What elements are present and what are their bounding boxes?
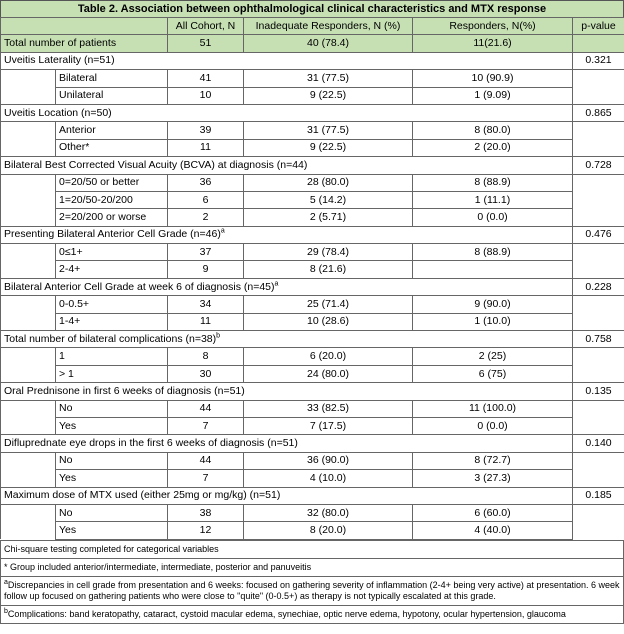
responders-value: 9 (90.0) bbox=[413, 296, 573, 313]
all-cohort-value: 36 bbox=[168, 174, 244, 191]
section-label bbox=[1, 383, 573, 400]
footnote-marker: b bbox=[4, 607, 8, 615]
all-cohort-value: 30 bbox=[168, 365, 244, 382]
footnote bbox=[1, 576, 624, 605]
table-row bbox=[1, 87, 624, 104]
table-row bbox=[1, 522, 624, 539]
p-value-blank bbox=[573, 470, 624, 487]
row-label: 2=20/200 or worse bbox=[56, 209, 168, 226]
indent-cell bbox=[1, 417, 56, 434]
p-value-blank bbox=[573, 70, 624, 87]
section-row bbox=[1, 435, 624, 452]
p-value: 0.185 bbox=[573, 487, 624, 504]
p-value-blank bbox=[573, 261, 624, 278]
responders-value: 11 (100.0) bbox=[413, 400, 573, 417]
footnote-marker: a bbox=[274, 280, 279, 288]
section-label-text: Uveitis Location (n=50) bbox=[4, 106, 112, 119]
footnote-row bbox=[1, 605, 624, 623]
table-row bbox=[1, 470, 624, 487]
table-row bbox=[1, 209, 624, 226]
p-value-blank bbox=[573, 139, 624, 156]
row-label: 1-4+ bbox=[56, 313, 168, 330]
section-row bbox=[1, 331, 624, 348]
table-row bbox=[1, 400, 624, 417]
total-responders: 11(21.6) bbox=[413, 35, 573, 52]
responders-value: 1 (10.0) bbox=[413, 313, 573, 330]
results-table bbox=[0, 17, 624, 540]
footnote-text: * Group included anterior/intermediate, intermediate, posterior and panuveitis bbox=[4, 561, 312, 572]
all-cohort-value: 41 bbox=[168, 70, 244, 87]
p-value-blank bbox=[573, 122, 624, 139]
section-row bbox=[1, 226, 624, 243]
indent-cell bbox=[1, 452, 56, 469]
inadequate-value: 31 (77.5) bbox=[244, 122, 413, 139]
row-label: 0=20/50 or better bbox=[56, 174, 168, 191]
p-value-blank bbox=[573, 313, 624, 330]
row-label: Anterior bbox=[56, 122, 168, 139]
header-label bbox=[1, 18, 168, 35]
inadequate-value: 7 (17.5) bbox=[244, 417, 413, 434]
header-responders: Responders, N(%) bbox=[413, 18, 573, 35]
table-row bbox=[1, 122, 624, 139]
responders-value: 0 (0.0) bbox=[413, 417, 573, 434]
footnote-marker: a bbox=[4, 578, 8, 586]
footnote-marker: a bbox=[220, 227, 225, 235]
section-label-text: Bilateral Anterior Cell Grade at week 6 of diagnosis (n=45) bbox=[4, 280, 275, 293]
all-cohort-value: 6 bbox=[168, 191, 244, 208]
section-label bbox=[1, 226, 573, 243]
p-value-blank bbox=[573, 365, 624, 382]
row-label: 0-0.5+ bbox=[56, 296, 168, 313]
table-row bbox=[1, 174, 624, 191]
total-label: Total number of patients bbox=[1, 35, 168, 52]
section-row bbox=[1, 278, 624, 295]
section-label-text: Total number of bilateral complications (n=38) bbox=[4, 332, 217, 345]
section-label-text: Bilateral Best Corrected Visual Acuity (BCVA) at diagnosis (n=44) bbox=[4, 158, 308, 171]
all-cohort-value: 11 bbox=[168, 139, 244, 156]
section-label-text: Maximum dose of MTX used (either 25mg or mg/kg) (n=51) bbox=[4, 489, 281, 502]
section-label bbox=[1, 435, 573, 452]
p-value: 0.476 bbox=[573, 226, 624, 243]
inadequate-value: 4 (10.0) bbox=[244, 470, 413, 487]
header-p-value: p-value bbox=[573, 18, 624, 35]
p-value-blank bbox=[573, 296, 624, 313]
header-all-cohort: All Cohort, N bbox=[168, 18, 244, 35]
all-cohort-value: 11 bbox=[168, 313, 244, 330]
row-label: 1=20/50-20/200 bbox=[56, 191, 168, 208]
row-label: Unilateral bbox=[56, 87, 168, 104]
responders-value: 1 (9.09) bbox=[413, 87, 573, 104]
footnote bbox=[1, 540, 624, 558]
responders-value: 2 (20.0) bbox=[413, 139, 573, 156]
inadequate-value: 24 (80.0) bbox=[244, 365, 413, 382]
all-cohort-value: 37 bbox=[168, 244, 244, 261]
inadequate-value: 5 (14.2) bbox=[244, 191, 413, 208]
indent-cell bbox=[1, 296, 56, 313]
inadequate-value: 33 (82.5) bbox=[244, 400, 413, 417]
inadequate-value: 32 (80.0) bbox=[244, 504, 413, 521]
table-row bbox=[1, 365, 624, 382]
p-value: 0.140 bbox=[573, 435, 624, 452]
indent-cell bbox=[1, 87, 56, 104]
section-label bbox=[1, 52, 573, 69]
responders-value: 1 (11.1) bbox=[413, 191, 573, 208]
footnote-marker: b bbox=[216, 332, 221, 340]
table-row bbox=[1, 348, 624, 365]
indent-cell bbox=[1, 70, 56, 87]
section-label-text: Presenting Bilateral Anterior Cell Grade (n=46) bbox=[4, 228, 221, 241]
p-value: 0.865 bbox=[573, 104, 624, 121]
inadequate-value: 8 (20.0) bbox=[244, 522, 413, 539]
row-label: No bbox=[56, 400, 168, 417]
p-value-blank bbox=[573, 417, 624, 434]
row-label: Yes bbox=[56, 417, 168, 434]
inadequate-value: 25 (71.4) bbox=[244, 296, 413, 313]
p-value: 0.228 bbox=[573, 278, 624, 295]
responders-value bbox=[413, 261, 573, 278]
table-row bbox=[1, 504, 624, 521]
indent-cell bbox=[1, 139, 56, 156]
section-row bbox=[1, 487, 624, 504]
all-cohort-value: 34 bbox=[168, 296, 244, 313]
table-row bbox=[1, 296, 624, 313]
total-pvalue bbox=[573, 35, 624, 52]
table-row bbox=[1, 452, 624, 469]
table-row bbox=[1, 261, 624, 278]
responders-value: 6 (60.0) bbox=[413, 504, 573, 521]
responders-value: 4 (40.0) bbox=[413, 522, 573, 539]
section-label-text: Uveitis Laterality (n=51) bbox=[4, 54, 115, 67]
section-label bbox=[1, 487, 573, 504]
section-label bbox=[1, 278, 573, 295]
indent-cell bbox=[1, 174, 56, 191]
total-all: 51 bbox=[168, 35, 244, 52]
inadequate-value: 28 (80.0) bbox=[244, 174, 413, 191]
all-cohort-value: 7 bbox=[168, 417, 244, 434]
header-row bbox=[1, 18, 624, 35]
all-cohort-value: 39 bbox=[168, 122, 244, 139]
p-value-blank bbox=[573, 452, 624, 469]
p-value-blank bbox=[573, 174, 624, 191]
footnote-text: Complications: band keratopathy, cataract, cystoid macular edema, synechiae, optic nerve edema, hypotony, ocular hypertension, glaucoma bbox=[7, 608, 566, 619]
inadequate-value: 9 (22.5) bbox=[244, 139, 413, 156]
p-value: 0.728 bbox=[573, 157, 624, 174]
indent-cell bbox=[1, 504, 56, 521]
inadequate-value: 29 (78.4) bbox=[244, 244, 413, 261]
footnote-row bbox=[1, 558, 624, 576]
all-cohort-value: 8 bbox=[168, 348, 244, 365]
total-row bbox=[1, 35, 624, 52]
p-value-blank bbox=[573, 348, 624, 365]
responders-value: 10 (90.9) bbox=[413, 70, 573, 87]
footnote-text: Discrepancies in cell grade from presentation and 6 weeks: focused on gathering severity of inflammation (2-4+ being very active) at presentation. 6 week follow up focused on gathering patients who were close to "quite" (0-0.5+) as therapy is not typically escalated at this grade. bbox=[4, 579, 620, 601]
indent-cell bbox=[1, 244, 56, 261]
responders-value: 2 (25) bbox=[413, 348, 573, 365]
section-label-text: Oral Prednisone in first 6 weeks of diagnosis (n=51) bbox=[4, 384, 245, 397]
indent-cell bbox=[1, 261, 56, 278]
section-label bbox=[1, 104, 573, 121]
row-label: 2-4+ bbox=[56, 261, 168, 278]
p-value-blank bbox=[573, 244, 624, 261]
responders-value: 3 (27.3) bbox=[413, 470, 573, 487]
total-inadequate: 40 (78.4) bbox=[244, 35, 413, 52]
p-value: 0.135 bbox=[573, 383, 624, 400]
table-row bbox=[1, 417, 624, 434]
row-label: No bbox=[56, 452, 168, 469]
all-cohort-value: 7 bbox=[168, 470, 244, 487]
table-row bbox=[1, 139, 624, 156]
footnote-text: Chi-square testing completed for categorical variables bbox=[4, 543, 219, 554]
p-value: 0.321 bbox=[573, 52, 624, 69]
p-value-blank bbox=[573, 87, 624, 104]
responders-value: 8 (80.0) bbox=[413, 122, 573, 139]
section-row bbox=[1, 157, 624, 174]
indent-cell bbox=[1, 365, 56, 382]
footnote bbox=[1, 605, 624, 623]
header-inadequate: Inadequate Responders, N (%) bbox=[244, 18, 413, 35]
all-cohort-value: 12 bbox=[168, 522, 244, 539]
responders-value: 8 (72.7) bbox=[413, 452, 573, 469]
p-value: 0.758 bbox=[573, 331, 624, 348]
table-title: Table 2. Association between ophthalmological clinical characteristics and MTX response bbox=[0, 0, 624, 17]
table-row bbox=[1, 191, 624, 208]
indent-cell bbox=[1, 522, 56, 539]
p-value-blank bbox=[573, 209, 624, 226]
p-value-blank bbox=[573, 400, 624, 417]
section-row bbox=[1, 104, 624, 121]
inadequate-value: 2 (5.71) bbox=[244, 209, 413, 226]
inadequate-value: 6 (20.0) bbox=[244, 348, 413, 365]
footnotes-table bbox=[0, 540, 624, 624]
table-row bbox=[1, 70, 624, 87]
p-value-blank bbox=[573, 504, 624, 521]
p-value-blank bbox=[573, 191, 624, 208]
footnote-row bbox=[1, 576, 624, 605]
row-label: Bilateral bbox=[56, 70, 168, 87]
section-label bbox=[1, 331, 573, 348]
responders-value: 8 (88.9) bbox=[413, 244, 573, 261]
table-row bbox=[1, 313, 624, 330]
p-value-blank bbox=[573, 522, 624, 539]
responders-value: 0 (0.0) bbox=[413, 209, 573, 226]
section-row bbox=[1, 52, 624, 69]
row-label: Other* bbox=[56, 139, 168, 156]
row-label: 1 bbox=[56, 348, 168, 365]
inadequate-value: 9 (22.5) bbox=[244, 87, 413, 104]
indent-cell bbox=[1, 122, 56, 139]
indent-cell bbox=[1, 209, 56, 226]
section-label-text: Difluprednate eye drops in the first 6 weeks of diagnosis (n=51) bbox=[4, 437, 298, 450]
row-label: No bbox=[56, 504, 168, 521]
footnote-row bbox=[1, 540, 624, 558]
indent-cell bbox=[1, 313, 56, 330]
inadequate-value: 8 (21.6) bbox=[244, 261, 413, 278]
all-cohort-value: 44 bbox=[168, 452, 244, 469]
row-label: Yes bbox=[56, 522, 168, 539]
all-cohort-value: 2 bbox=[168, 209, 244, 226]
section-row bbox=[1, 383, 624, 400]
section-label bbox=[1, 157, 573, 174]
indent-cell bbox=[1, 470, 56, 487]
all-cohort-value: 9 bbox=[168, 261, 244, 278]
all-cohort-value: 38 bbox=[168, 504, 244, 521]
table-row bbox=[1, 244, 624, 261]
inadequate-value: 31 (77.5) bbox=[244, 70, 413, 87]
footnote bbox=[1, 558, 624, 576]
indent-cell bbox=[1, 348, 56, 365]
indent-cell bbox=[1, 400, 56, 417]
responders-value: 6 (75) bbox=[413, 365, 573, 382]
all-cohort-value: 10 bbox=[168, 87, 244, 104]
inadequate-value: 10 (28.6) bbox=[244, 313, 413, 330]
indent-cell bbox=[1, 191, 56, 208]
row-label: > 1 bbox=[56, 365, 168, 382]
row-label: Yes bbox=[56, 470, 168, 487]
inadequate-value: 36 (90.0) bbox=[244, 452, 413, 469]
all-cohort-value: 44 bbox=[168, 400, 244, 417]
row-label: 0≤1+ bbox=[56, 244, 168, 261]
responders-value: 8 (88.9) bbox=[413, 174, 573, 191]
